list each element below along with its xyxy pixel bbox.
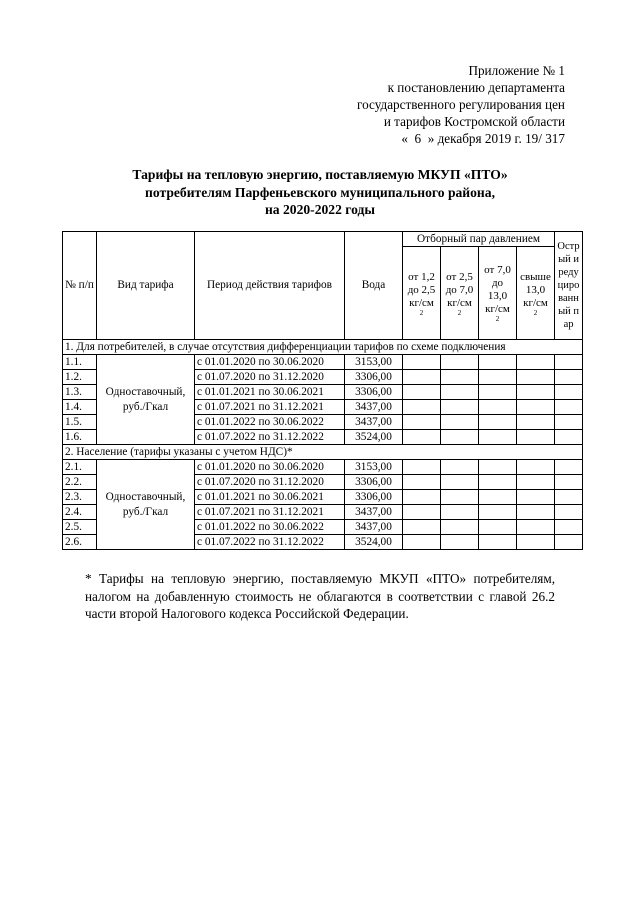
header-steam-3 xyxy=(479,247,517,340)
row-number: 2.3. xyxy=(63,490,97,505)
document-title xyxy=(60,166,580,219)
section-title: 1. Для потребителей, в случае отсутствия дифференциации тарифов по схеме подключения xyxy=(63,340,583,355)
empty-cell xyxy=(479,370,517,385)
row-price: 3153,00 xyxy=(345,355,403,370)
row-period: с 01.07.2022 по 31.12.2022 xyxy=(195,535,345,550)
empty-cell xyxy=(403,385,441,400)
unit-superscript: 2 xyxy=(533,308,538,317)
row-number: 1.1. xyxy=(63,355,97,370)
empty-cell xyxy=(403,430,441,445)
empty-cell xyxy=(403,460,441,475)
header-steam-4 xyxy=(517,247,555,340)
tariff-kind: Одноставочный, руб./Гкал xyxy=(97,355,195,445)
empty-cell xyxy=(517,355,555,370)
empty-cell xyxy=(479,430,517,445)
title-line: на 2020-2022 годы xyxy=(264,202,376,217)
steam3-label: от 7,0 до 13,0 кг/см xyxy=(484,264,511,315)
row-period: с 01.01.2022 по 30.06.2022 xyxy=(195,415,345,430)
empty-cell xyxy=(517,490,555,505)
empty-cell xyxy=(555,490,583,505)
header-steam-2 xyxy=(441,247,479,340)
row-period: с 01.07.2021 по 31.12.2021 xyxy=(195,400,345,415)
empty-cell xyxy=(441,355,479,370)
empty-cell xyxy=(403,355,441,370)
row-number: 2.2. xyxy=(63,475,97,490)
row-price: 3153,00 xyxy=(345,460,403,475)
row-price: 3437,00 xyxy=(345,505,403,520)
unit-superscript: 2 xyxy=(495,315,500,323)
empty-cell xyxy=(555,430,583,445)
empty-cell xyxy=(555,535,583,550)
appendix-header xyxy=(265,62,565,147)
steam2-label: от 2,5 до 7,0 кг/см xyxy=(445,270,474,309)
empty-cell xyxy=(555,460,583,475)
empty-cell xyxy=(517,505,555,520)
empty-cell xyxy=(479,400,517,415)
empty-cell xyxy=(479,505,517,520)
empty-cell xyxy=(555,355,583,370)
tariff-kind: Одноставочный, руб./Гкал xyxy=(97,460,195,550)
header-steam-1 xyxy=(403,247,441,340)
empty-cell xyxy=(555,385,583,400)
row-price: 3306,00 xyxy=(345,490,403,505)
steam1-label: от 1,2 до 2,5 кг/см xyxy=(407,270,436,309)
empty-cell xyxy=(441,370,479,385)
empty-cell xyxy=(441,535,479,550)
row-period: с 01.07.2020 по 31.12.2020 xyxy=(195,370,345,385)
row-number: 1.3. xyxy=(63,385,97,400)
steam4-label: свыше 13,0 кг/см xyxy=(520,270,551,309)
title-line: потребителям Парфеньевского муниципального района, xyxy=(145,184,495,200)
row-period: с 01.01.2021 по 30.06.2021 xyxy=(195,490,345,505)
row-number: 1.2. xyxy=(63,370,97,385)
empty-cell xyxy=(441,430,479,445)
empty-cell xyxy=(441,475,479,490)
empty-cell xyxy=(517,430,555,445)
empty-cell xyxy=(517,475,555,490)
row-price: 3524,00 xyxy=(345,430,403,445)
empty-cell xyxy=(517,385,555,400)
empty-cell xyxy=(441,520,479,535)
empty-cell xyxy=(479,520,517,535)
section-title: 2. Население (тарифы указаны с учетом НДС)* xyxy=(63,445,583,460)
row-period: с 01.07.2020 по 31.12.2020 xyxy=(195,475,345,490)
empty-cell xyxy=(441,505,479,520)
empty-cell xyxy=(555,505,583,520)
row-period: с 01.01.2021 по 30.06.2021 xyxy=(195,385,345,400)
empty-cell xyxy=(441,460,479,475)
empty-cell xyxy=(479,475,517,490)
empty-cell xyxy=(479,415,517,430)
row-price: 3306,00 xyxy=(345,370,403,385)
empty-cell xyxy=(403,475,441,490)
empty-cell xyxy=(441,400,479,415)
appendix-line: и тарифов Костромской области xyxy=(383,114,565,129)
row-price: 3524,00 xyxy=(345,535,403,550)
empty-cell xyxy=(517,370,555,385)
row-number: 1.4. xyxy=(63,400,97,415)
appendix-line: государственного регулирования цен xyxy=(357,97,565,112)
appendix-date: « 6 » декабря 2019 г. 19/ 317 xyxy=(401,131,565,146)
row-period: с 01.07.2022 по 31.12.2022 xyxy=(195,430,345,445)
empty-cell xyxy=(517,460,555,475)
empty-cell xyxy=(403,400,441,415)
row-price: 3306,00 xyxy=(345,385,403,400)
row-price: 3437,00 xyxy=(345,415,403,430)
row-number: 2.4. xyxy=(63,505,97,520)
empty-cell xyxy=(403,505,441,520)
header-period: Период действия тарифов xyxy=(195,232,345,340)
header-num: № п/п xyxy=(63,232,97,340)
empty-cell xyxy=(479,385,517,400)
row-number: 2.5. xyxy=(63,520,97,535)
empty-cell xyxy=(403,490,441,505)
row-price: 3306,00 xyxy=(345,475,403,490)
row-number: 1.6. xyxy=(63,430,97,445)
empty-cell xyxy=(555,370,583,385)
empty-cell xyxy=(517,535,555,550)
row-price: 3437,00 xyxy=(345,520,403,535)
empty-cell xyxy=(517,415,555,430)
row-number: 1.5. xyxy=(63,415,97,430)
row-period: с 01.07.2021 по 31.12.2021 xyxy=(195,505,345,520)
empty-cell xyxy=(517,520,555,535)
empty-cell xyxy=(555,400,583,415)
empty-cell xyxy=(403,520,441,535)
empty-cell xyxy=(403,535,441,550)
header-sharp-steam: Острый и редуцированный пар xyxy=(555,232,583,340)
empty-cell xyxy=(403,370,441,385)
header-water: Вода xyxy=(345,232,403,340)
row-period: с 01.01.2020 по 30.06.2020 xyxy=(195,460,345,475)
row-number: 2.1. xyxy=(63,460,97,475)
empty-cell xyxy=(479,355,517,370)
empty-cell xyxy=(555,475,583,490)
row-price: 3437,00 xyxy=(345,400,403,415)
appendix-line: Приложение № 1 xyxy=(468,63,565,78)
empty-cell xyxy=(517,400,555,415)
row-period: с 01.01.2020 по 30.06.2020 xyxy=(195,355,345,370)
empty-cell xyxy=(555,415,583,430)
header-kind: Вид тарифа xyxy=(97,232,195,340)
empty-cell xyxy=(441,490,479,505)
empty-cell xyxy=(479,490,517,505)
unit-superscript: 2 xyxy=(419,308,424,317)
empty-cell xyxy=(479,460,517,475)
header-steam-group: Отборный пар давлением xyxy=(403,232,555,247)
empty-cell xyxy=(441,415,479,430)
row-period: с 01.01.2022 по 30.06.2022 xyxy=(195,520,345,535)
empty-cell xyxy=(555,520,583,535)
empty-cell xyxy=(403,415,441,430)
tariff-table xyxy=(62,231,583,550)
appendix-line: к постановлению департамента xyxy=(387,80,565,95)
empty-cell xyxy=(479,535,517,550)
empty-cell xyxy=(441,385,479,400)
row-number: 2.6. xyxy=(63,535,97,550)
title-line: Тарифы на тепловую энергию, поставляемую МКУП «ПТО» xyxy=(132,167,508,182)
footnote: * Тарифы на тепловую энергию, поставляемую МКУП «ПТО» потребителям, налогом на добавленную стоимость не облагаются в соответствии с главой 26.2 части второй Налогового кодекса Российской Федерации. xyxy=(85,571,555,621)
unit-superscript: 2 xyxy=(457,308,462,317)
